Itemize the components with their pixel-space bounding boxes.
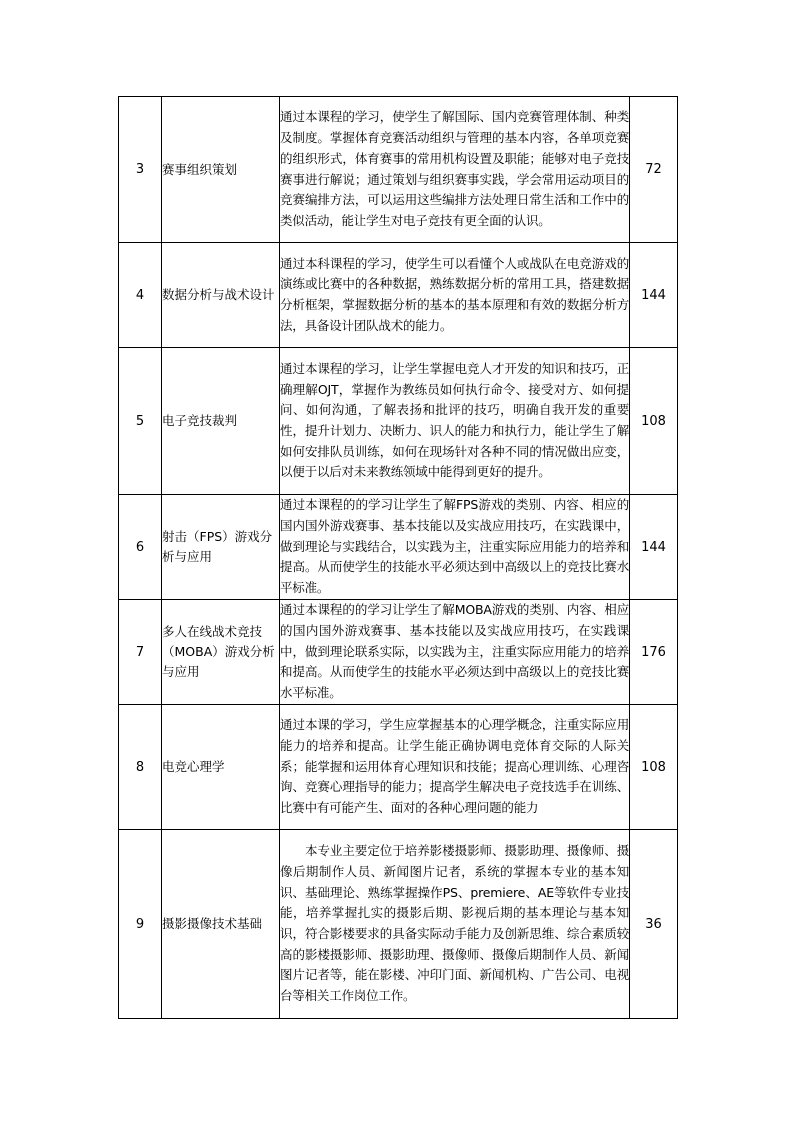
course-table (118, 96, 678, 1019)
course-description: 通过本科课程的学习，使学生可以看懂个人或战队在电竞游戏的演练或比赛中的各种数据，熟练数据分析的常用工具，搭建数据分析框架，掌握数据分析的基本的基本原理和有效的数据分析方法，具备设计团队战术的能力。 (280, 243, 630, 348)
course-description: 通过本课程的的学习让学生了解MOBA游戏的类别、内容、相应的国内国外游戏赛事、基本技能以及实战应用技巧，在实践课中，做到理论联系实际，以实践为主，注重实际应用能力的培养和提高。从而使学生的技能水平必须达到中高级以上的竞技比赛水平标准。 (280, 600, 630, 705)
table-row (119, 348, 678, 495)
course-hours: 36 (630, 830, 678, 1019)
course-number: 4 (119, 243, 162, 348)
course-description: 通过本课的学习，学生应掌握基本的心理学概念，注重实际应用能力的培养和提高。让学生能正确协调电竞体育交际的人际关系；能掌握和运用体育心理知识和技能；提高心理训练、心理咨询、竞赛心理指导的能力；提高学生解决电子竞技选手在训练、比赛中有可能产生、面对的各种心理问题的能力 (280, 705, 630, 830)
course-name: 赛事组织策划 (162, 97, 280, 243)
course-number: 3 (119, 97, 162, 243)
table-row (119, 830, 678, 1019)
course-hours: 108 (630, 348, 678, 495)
course-hours: 72 (630, 97, 678, 243)
table-row (119, 495, 678, 600)
table-row (119, 243, 678, 348)
course-hours: 144 (630, 243, 678, 348)
course-number: 9 (119, 830, 162, 1019)
table-row (119, 97, 678, 243)
course-hours: 144 (630, 495, 678, 600)
table-row (119, 600, 678, 705)
course-name: 摄影摄像技术基础 (162, 830, 280, 1019)
course-hours: 176 (630, 600, 678, 705)
course-description: 通过本课程的的学习让学生了解FPS游戏的类别、内容、相应的国内国外游戏赛事、基本技能以及实战应用技巧，在实践课中，做到理论与实践结合，以实践为主，注重实际应用能力的培养和提高。从而使学生的技能水平必须达到中高级以上的竞技比赛水平标准。 (280, 495, 630, 600)
table-row (119, 705, 678, 830)
course-hours: 108 (630, 705, 678, 830)
course-name: 数据分析与战术设计 (162, 243, 280, 348)
course-number: 8 (119, 705, 162, 830)
course-description: 通过本课程的学习，使学生了解国际、国内竞赛管理体制、种类及制度。掌握体育竞赛活动组织与管理的基本内容，各单项竞赛的组织形式，体育赛事的常用机构设置及职能；能够对电子竞技赛事进行解说；通过策划与组织赛事实践，学会常用运动项目的竞赛编排方法，可以运用这些编排方法处理日常生活和工作中的类似活动，能让学生对电子竞技有更全面的认识。 (280, 97, 630, 243)
course-name: 电竞心理学 (162, 705, 280, 830)
course-name: 多人在线战术竞技（MOBA）游戏分析与应用 (162, 600, 280, 705)
course-description: 通过本课程的学习，让学生掌握电竞人才开发的知识和技巧，正确理解OJT，掌握作为教练员如何执行命令、接受对方、如何提问、如何沟通，了解表扬和批评的技巧，明确自我开发的重要性，提升计划力、决断力、识人的能力和执行力，能让学生了解如何安排队员训练，如何在现场针对各种不同的情况做出应变，以便于以后对未来教练领域中能得到更好的提升。 (280, 348, 630, 495)
course-number: 7 (119, 600, 162, 705)
course-number: 6 (119, 495, 162, 600)
course-number: 5 (119, 348, 162, 495)
course-name: 电子竞技裁判 (162, 348, 280, 495)
course-name: 射击（FPS）游戏分析与应用 (162, 495, 280, 600)
course-description: 本专业主要定位于培养影楼摄影师、摄影助理、摄像师、摄像后期制作人员、新闻图片记者，系统的掌握本专业的基本知识、基础理论、熟练掌握操作PS、premiere、AE等软件专业技能，培养掌握扎实的摄影后期、影视后期的基本理论与基本知识，符合影楼要求的具备实际动手能力及创新思维、综合素质较高的影楼摄影师、摄影助理、摄像师、摄像后期制作人员、新闻图片记者等，能在影楼、冲印门面、新闻机构、广告公司、电视台等相关工作岗位工作。 (280, 830, 630, 1019)
